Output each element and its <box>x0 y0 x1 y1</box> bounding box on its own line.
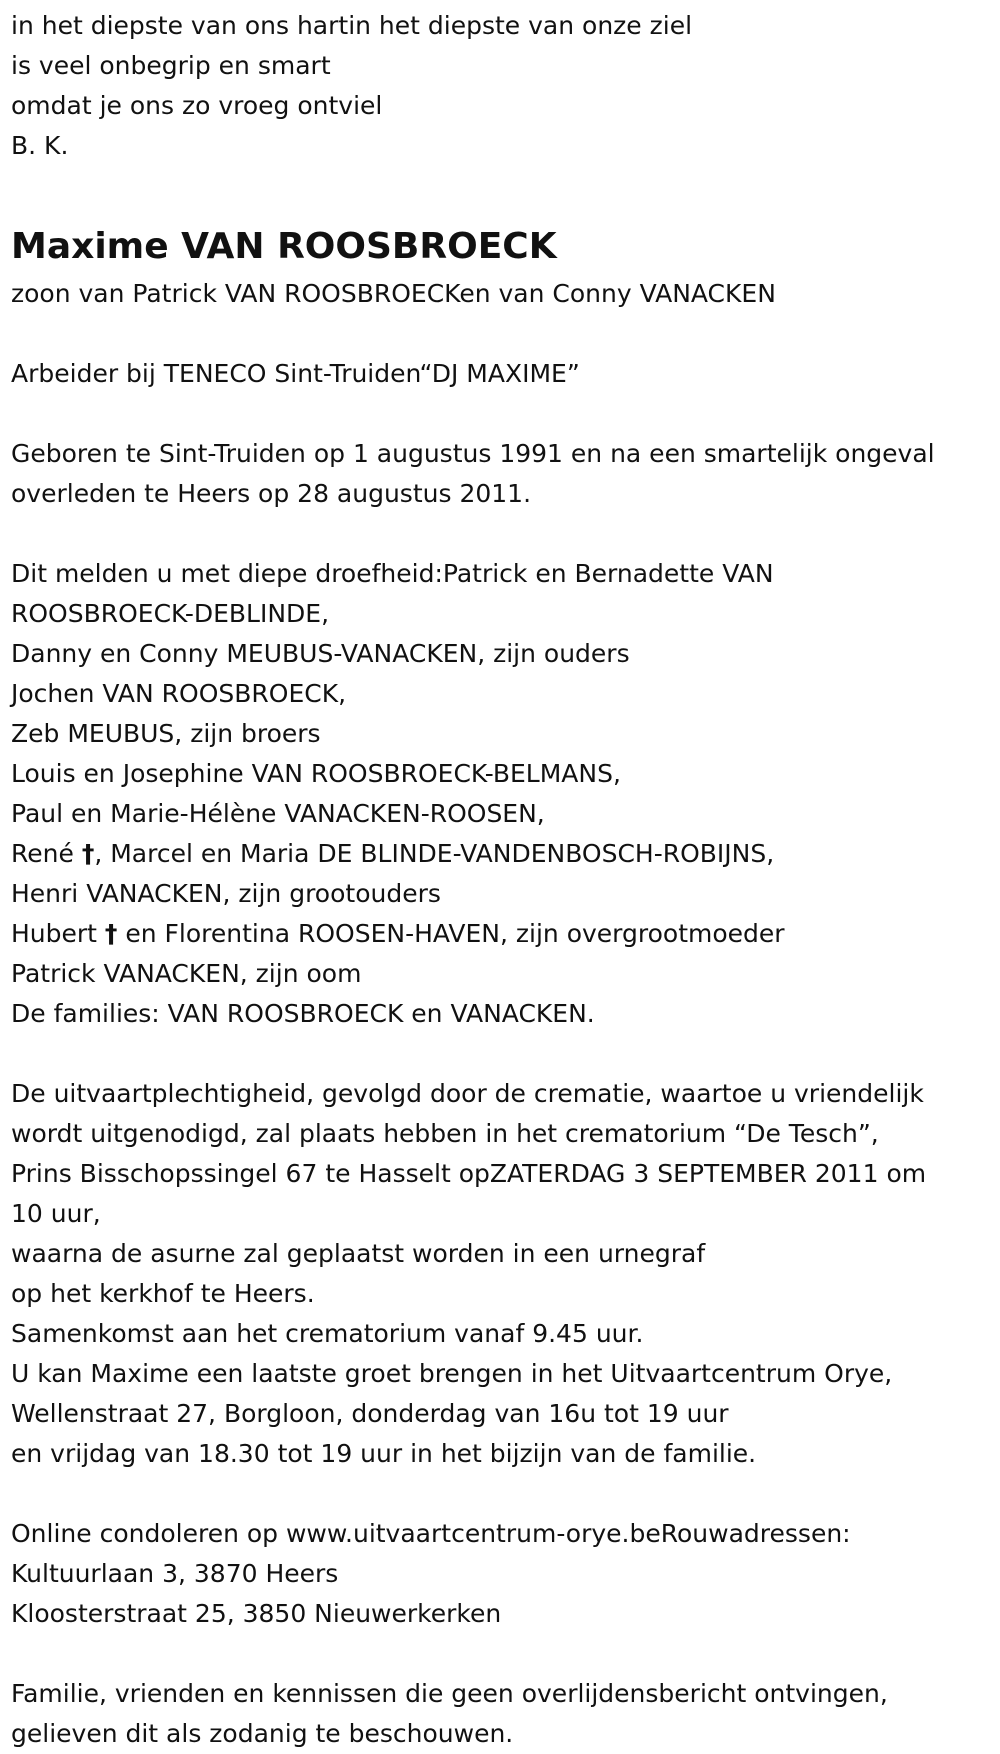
ceremony-line: en vrijdag van 18.30 tot 19 uur in het bijzijn van de familie. <box>11 1439 757 1468</box>
spacer <box>11 1634 996 1674</box>
address-line: Kloosterstraat 25, 3850 Nieuwerkerken <box>11 1599 502 1628</box>
mourners-line: Zeb MEUBUS, zijn broers <box>11 719 321 748</box>
mourners-text: , Marcel en Maria DE BLINDE-VANDENBOSCH-ROBIJNS, <box>94 839 775 868</box>
parents-line: zoon van Patrick VAN ROOSBROECKen van Conny VANACKEN <box>11 279 776 308</box>
death-line: overleden te Heers op 28 augustus 2011. <box>11 479 532 508</box>
poem-signature: B. K. <box>11 131 69 160</box>
spacer <box>11 394 996 434</box>
mourners-text: en Florentina ROOSEN-HAVEN, zijn overgrootmoeder <box>117 919 785 948</box>
mourners-line: Paul en Marie-Hélène VANACKEN-ROOSEN, <box>11 799 545 828</box>
mourners-line <box>11 834 996 874</box>
closing-line: gelieven dit als zodanig te beschouwen. <box>11 1719 514 1748</box>
cross-icon: † <box>81 839 95 868</box>
mourners-line: Jochen VAN ROOSBROECK, <box>11 679 347 708</box>
addresses-section <box>11 1514 996 1634</box>
ceremony-line: waarna de asurne zal geplaatst worden in een urnegraf <box>11 1239 706 1268</box>
poem-line: is veel onbegrip en smart <box>11 51 331 80</box>
ceremony-line: op het kerkhof te Heers. <box>11 1279 315 1308</box>
mourners-line: Henri VANACKEN, zijn grootouders <box>11 879 441 908</box>
address-line: Online condoleren op www.uitvaartcentrum-orye.beRouwadressen: <box>11 1519 851 1548</box>
ceremony-line: wordt uitgenodigd, zal plaats hebben in het crematorium “De Tesch”, <box>11 1119 879 1148</box>
ceremony-line: Prins Bisschopssingel 67 te Hasselt opZATERDAG 3 SEPTEMBER 2011 om <box>11 1159 927 1188</box>
poem-line: omdat je ons zo vroeg ontviel <box>11 91 383 120</box>
ceremony-section <box>11 1074 996 1474</box>
mourners-line: ROOSBROECK-DEBLINDE, <box>11 599 330 628</box>
poem-line: in het diepste van ons hartin het diepste van onze ziel <box>11 11 693 40</box>
deceased-name: Maxime VAN ROOSBROECK <box>11 226 557 267</box>
obituary-page <box>11 6 996 1754</box>
occupation-line: Arbeider bij TENECO Sint-Truiden“DJ MAXIME” <box>11 359 580 388</box>
ceremony-line: Wellenstraat 27, Borgloon, donderdag van 16u tot 19 uur <box>11 1399 729 1428</box>
ceremony-line: 10 uur, <box>11 1199 101 1228</box>
address-line: Kultuurlaan 3, 3870 Heers <box>11 1559 339 1588</box>
mourners-line: Louis en Josephine VAN ROOSBROECK-BELMANS, <box>11 759 621 788</box>
mourners-line: Danny en Conny MEUBUS-VANACKEN, zijn ouders <box>11 639 630 668</box>
ceremony-line: De uitvaartplechtigheid, gevolgd door de crematie, waartoe u vriendelijk <box>11 1079 924 1108</box>
ceremony-line: U kan Maxime een laatste groet brengen in het Uitvaartcentrum Orye, <box>11 1359 893 1388</box>
ceremony-line: Samenkomst aan het crematorium vanaf 9.45 uur. <box>11 1319 644 1348</box>
cross-icon: † <box>104 919 118 948</box>
spacer <box>11 514 996 554</box>
spacer <box>11 314 996 354</box>
birth-line: Geboren te Sint-Truiden op 1 augustus 1991 en na een smartelijk ongeval <box>11 439 935 468</box>
spacer <box>11 1474 996 1514</box>
closing-section <box>11 1674 996 1754</box>
mourners-text: Hubert <box>11 919 105 948</box>
mourners-text: René <box>11 839 82 868</box>
spacer <box>11 1034 996 1074</box>
poem <box>11 6 996 166</box>
mourners-line <box>11 914 996 954</box>
mourners-line: Dit melden u met diepe droefheid:Patrick en Bernadette VAN <box>11 559 774 588</box>
mourners-line: De families: VAN ROOSBROECK en VANACKEN. <box>11 999 595 1028</box>
birth-death-section <box>11 434 996 514</box>
closing-line: Familie, vrienden en kennissen die geen overlijdensbericht ontvingen, <box>11 1679 888 1708</box>
mourners-section <box>11 554 996 1034</box>
mourners-line: Patrick VANACKEN, zijn oom <box>11 959 362 988</box>
